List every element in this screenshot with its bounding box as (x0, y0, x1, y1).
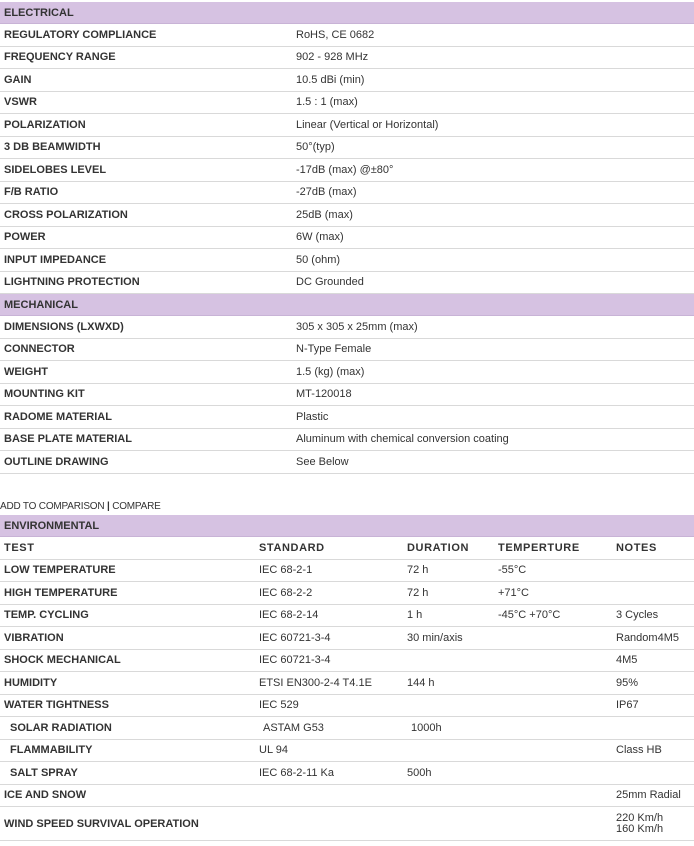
temperature-cell: -55°C (498, 564, 527, 577)
environmental-row (0, 582, 694, 605)
duration-cell: 72 h (407, 564, 429, 577)
mechanical-row (0, 406, 694, 429)
environmental-rows (0, 560, 694, 842)
mechanical-rows (0, 316, 694, 474)
notes-cell: 95% (616, 676, 639, 689)
electrical-row (0, 227, 694, 250)
electrical-row (0, 114, 694, 137)
test-cell: LOW TEMPERATURE (4, 564, 116, 577)
environmental-header: ENVIRONMENTAL (0, 515, 694, 537)
column-header-temperture: TEMPERTURE (498, 541, 580, 554)
electrical-row-value: Linear (Vertical or Horizontal) (296, 118, 439, 131)
environmental-row (0, 650, 694, 673)
electrical-row (0, 249, 694, 272)
notes-cell: Random4M5 (616, 631, 679, 644)
electrical-rows (0, 24, 694, 294)
electrical-row-label: GAIN (4, 73, 32, 86)
test-cell: WATER TIGHTNESS (4, 699, 109, 712)
test-cell: ICE AND SNOW (4, 789, 87, 802)
mechanical-row-label: CONNECTOR (4, 343, 75, 356)
electrical-row-label: F/B RATIO (4, 186, 59, 199)
electrical-row (0, 204, 694, 227)
mechanical-row-label: OUTLINE DRAWING (4, 455, 109, 468)
test-cell: HIGH TEMPERATURE (4, 586, 118, 599)
mechanical-row-label: DIMENSIONS (LXWXD) (4, 320, 124, 333)
electrical-row-label: SIDELOBES LEVEL (4, 163, 107, 176)
test-cell: WIND SPEED SURVIVAL OPERATION (4, 817, 199, 830)
compare-links (0, 501, 161, 512)
standard-cell: IEC 68-2-11 Ka (259, 766, 335, 779)
electrical-row-label: FREQUENCY RANGE (4, 51, 116, 64)
electrical-row (0, 137, 694, 160)
standard-cell: IEC 60721-3-4 (259, 654, 331, 667)
duration-cell: 72 h (407, 586, 429, 599)
mechanical-row-value: 1.5 (kg) (max) (296, 365, 365, 378)
temperature-cell: -45°C +70°C (498, 609, 561, 622)
column-header-standard: STANDARD (259, 541, 325, 554)
mechanical-row (0, 316, 694, 339)
notes-cell: 3 Cycles (616, 609, 659, 622)
notes-line: 160 Km/h (616, 822, 664, 835)
electrical-row (0, 159, 694, 182)
environmental-row (0, 717, 694, 740)
mechanical-row-label: RADOME MATERIAL (4, 410, 112, 423)
duration-cell: 500h (407, 766, 432, 779)
duration-cell: 144 h (407, 676, 435, 689)
mechanical-row-label: MOUNTING KIT (4, 388, 85, 401)
electrical-row (0, 182, 694, 205)
test-cell: SOLAR RADIATION (10, 721, 112, 734)
mechanical-row (0, 339, 694, 362)
test-cell: TEMP. CYCLING (4, 609, 89, 622)
column-header-test: TEST (4, 541, 35, 554)
mechanical-row (0, 429, 694, 452)
mechanical-row (0, 384, 694, 407)
environmental-row (0, 785, 694, 808)
electrical-row-value: -17dB (max) @±80° (296, 163, 394, 176)
mechanical-row-value: Aluminum with chemical conversion coating (296, 433, 509, 446)
notes-line: 220 Km/h (616, 811, 664, 824)
environmental-row (0, 605, 694, 628)
environmental-row (0, 740, 694, 763)
mechanical-row (0, 451, 694, 474)
electrical-row-label: REGULATORY COMPLIANCE (4, 28, 157, 41)
spec-table (0, 2, 694, 474)
electrical-row-label: LIGHTNING PROTECTION (4, 276, 140, 289)
compare-link[interactable]: COMPARE (112, 501, 161, 512)
notes-cell: 25mm Radial (616, 789, 681, 802)
standard-cell: IEC 68-2-2 (259, 586, 313, 599)
standard-cell: ETSI EN300-2-4 T4.1E (259, 676, 372, 689)
notes-cell: 4M5 (616, 654, 638, 667)
duration-cell: 1000h (411, 721, 442, 734)
add-to-comparison-link[interactable]: ADD TO COMPARISON (0, 501, 105, 512)
test-cell: VIBRATION (4, 631, 64, 644)
mechanical-row-value: 305 x 305 x 25mm (max) (296, 320, 418, 333)
environmental-table (0, 515, 694, 841)
electrical-row-label: POWER (4, 231, 46, 244)
electrical-row-value: RoHS, CE 0682 (296, 28, 375, 41)
electrical-header: ELECTRICAL (0, 2, 694, 24)
column-header-duration: DURATION (407, 541, 470, 554)
standard-cell: IEC 60721-3-4 (259, 631, 331, 644)
standard-cell: IEC 68-2-14 (259, 609, 319, 622)
environmental-row (0, 762, 694, 785)
mechanical-row-value: MT-120018 (296, 388, 352, 401)
environmental-row (0, 807, 694, 841)
electrical-row-label: INPUT IMPEDANCE (4, 253, 107, 266)
electrical-row (0, 47, 694, 70)
electrical-row-label: VSWR (4, 96, 37, 109)
electrical-row (0, 24, 694, 47)
electrical-row-label: POLARIZATION (4, 118, 86, 131)
electrical-row-value: -27dB (max) (296, 186, 357, 199)
mechanical-row-value: N-Type Female (296, 343, 372, 356)
electrical-row-value: 25dB (max) (296, 208, 353, 221)
test-cell: SHOCK MECHANICAL (4, 654, 121, 667)
test-cell: SALT SPRAY (10, 766, 78, 779)
electrical-row-value: 50°(typ) (296, 141, 335, 154)
standard-cell: ASTAM G53 (263, 721, 324, 734)
test-cell: HUMIDITY (4, 676, 58, 689)
electrical-row-label: 3 DB BEAMWIDTH (4, 141, 101, 154)
standard-cell: IEC 529 (259, 699, 299, 712)
mechanical-header: MECHANICAL (0, 294, 694, 316)
duration-cell: 30 min/axis (407, 631, 463, 644)
electrical-row-value: 902 - 928 MHz (296, 51, 369, 64)
column-header-notes: NOTES (616, 541, 657, 554)
electrical-row-value: 6W (max) (296, 231, 344, 244)
electrical-row-value: 50 (ohm) (296, 253, 341, 266)
mechanical-row-label: WEIGHT (4, 365, 48, 378)
electrical-row-value: 1.5 : 1 (max) (296, 96, 358, 109)
environmental-row (0, 560, 694, 583)
link-separator: | (107, 501, 110, 512)
environmental-row (0, 627, 694, 650)
duration-cell: 1 h (407, 609, 423, 622)
standard-cell: IEC 68-2-1 (259, 564, 313, 577)
mechanical-row-value: Plastic (296, 410, 329, 423)
electrical-row-label: CROSS POLARIZATION (4, 208, 128, 221)
electrical-row-value: 10.5 dBi (min) (296, 73, 365, 86)
environmental-row (0, 672, 694, 695)
test-cell: FLAMMABILITY (10, 744, 93, 757)
notes-cell: Class HB (616, 744, 662, 757)
electrical-row (0, 272, 694, 295)
notes-cell (616, 813, 694, 835)
temperature-cell: +71°C (498, 586, 530, 599)
mechanical-row-label: BASE PLATE MATERIAL (4, 433, 132, 446)
environmental-row (0, 695, 694, 718)
notes-cell: IP67 (616, 699, 639, 712)
environmental-column-headers (0, 537, 694, 560)
electrical-row-value: DC Grounded (296, 276, 364, 289)
standard-cell: UL 94 (259, 744, 288, 757)
mechanical-row-value: See Below (296, 455, 349, 468)
electrical-row (0, 69, 694, 92)
electrical-row (0, 92, 694, 115)
mechanical-row (0, 361, 694, 384)
